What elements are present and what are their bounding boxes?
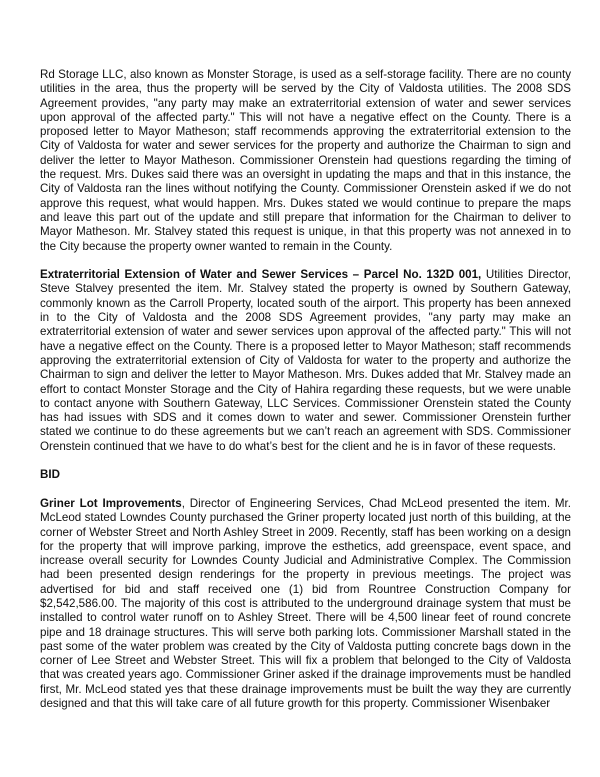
item-title-griner-lot-improvements: Griner Lot Improvements bbox=[40, 496, 182, 510]
item-body-extraterritorial-extension: Utilities Director, Steve Stalvey presented the item. Mr. Stalvey stated the property is owned by Southern Gateway, commonly known as the Carroll Property, located south of the airport. This property has been annexed in to the City of Valdosta and the 2008 SDS Agreement provides, "any party may make an extraterritorial extension of water and sewer services upon approval of the affected party." This will not have a negative effect on the County. There is a proposed letter to Mayor Matheson; staff recommends approving the extraterritorial extension of City of Valdosta for water to the property and authorize the Chairman to sign and deliver the letter to Mayor Matheson. Mrs. Dukes added that Mr. Stalvey made an effort to contact Monster Storage and the City of Hahira regarding these requests, but we were unable to contact anyone with Southern Gateway, LLC Services. Commissioner Orenstein stated the County has had issues with SDS and it comes down to water and sewer. Commissioner Orenstein further stated we continue to do these agreements but we can’t reach an agreement with SDS. Commissioner Orenstein continued that we have to do what’s best for the client and he is in favor of these requests. bbox=[40, 268, 571, 453]
document-page bbox=[40, 68, 571, 726]
item-body-griner-lot-improvements: , Director of Engineering Services, Chad McLeod presented the item. Mr. McLeod stated Lowndes County purchased the Griner property located just north of this building, at the corner of Webster Street and North Ashley Street in 2009. Recently, staff has been working on a design for the property that will improve parking, improve the esthetics, add greenspace, event space, and increase overall security for Lowndes County Judicial and Administrative Complex. The Commission had been presented design renderings for the property in previous meetings. The project was advertised for bid and staff received one (1) bid from Rountree Construction Company for $2,542,586.00. The majority of this cost is attributed to the underground drainage system that must be installed to control water runoff on to Ashley Street. There will be 4,500 linear feet of round concrete pipe and 18 drainage structures. This will serve both parking lots. Commissioner Marshall stated in the past some of the water problem was created by the City of Valdosta putting concrete bags down in the corner of Lee Street and Webster Street. This will fix a problem that belonged to the City of Valdosta that was created years ago. Commissioner Griner asked if the drainage improvements must be handled first, Mr. McLeod stated yes that these drainage improvements must be built the way they are currently designed and that this will take care of all future growth for this property. Commissioner Wisenbaker bbox=[40, 496, 571, 711]
paragraph-monster-storage: Rd Storage LLC, also known as Monster Storage, is used as a self-storage facility. There are no county utilities in the area, thus the property will be served by the City of Valdosta utilities. The 2008 SDS Agreement provides, "any party may make an extraterritorial extension of water and sewer services upon approval of the affected party." This will not have a negative effect on the County. There is a proposed letter to Mayor Matheson; staff recommends approving the extraterritorial extension to the City of Valdosta for water and sewer services for the property and authorize the Chairman to sign and deliver the letter to Mayor Matheson. Commissioner Orenstein had questions regarding the timing of the request. Mrs. Dukes said there was an oversight in updating the maps and that in this instance, the City of Valdosta ran the lines without notifying the County. Commissioner Orenstein asked if we do not approve this request, what would happen. Mrs. Dukes stated we would continue to prepare the maps and leave this part out of the update and still prepare that information for the Chairman to deliver to Mayor Matheson. Mr. Stalvey stated this request is unique, in that this property was not annexed in to the City because the property owner wanted to remain in the County. bbox=[40, 68, 571, 253]
section-heading-bid: BID bbox=[40, 468, 60, 482]
item-title-extraterritorial-extension: Extraterritorial Extension of Water and Sewer Services – Parcel No. 132D 001, bbox=[40, 268, 482, 282]
paragraph-griner-lot bbox=[40, 497, 571, 711]
paragraph-parcel-132d-001 bbox=[40, 268, 571, 454]
